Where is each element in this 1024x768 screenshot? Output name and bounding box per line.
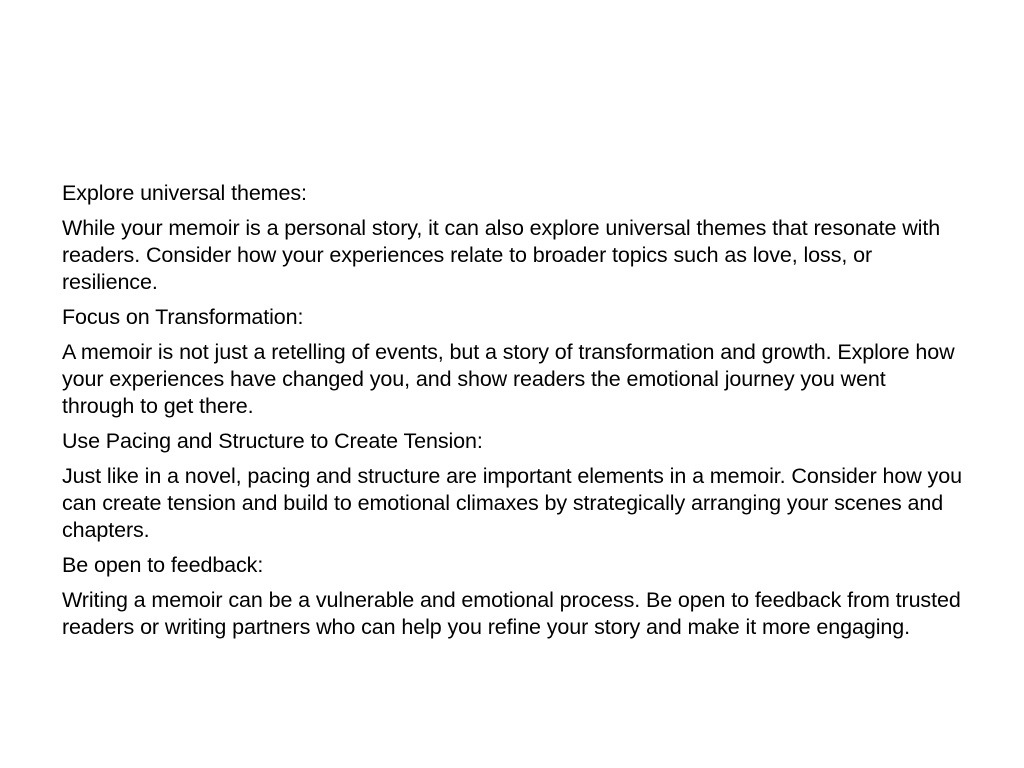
heading-transformation: Focus on Transformation:	[62, 305, 304, 329]
heading-explore-themes: Explore universal themes:	[62, 181, 307, 205]
paragraph-transformation: A memoir is not just a retelling of events, but a story of transformation and growth. Explore how your experiences have changed you, and show readers the emotional journey you went through to get there.	[62, 340, 955, 418]
slide-body	[62, 180, 962, 649]
heading-pacing-structure: Use Pacing and Structure to Create Tension:	[62, 429, 483, 453]
paragraph-pacing-structure: Just like in a novel, pacing and structure are important elements in a memoir. Consider how you can create tension and build to emotional climaxes by strategically arranging your scenes and chapters.	[62, 464, 962, 542]
paragraph-feedback: Writing a memoir can be a vulnerable and emotional process. Be open to feedback from trusted readers or writing partners who can help you refine your story and make it more engaging.	[62, 588, 961, 639]
heading-feedback: Be open to feedback:	[62, 553, 264, 577]
paragraph-explore-themes: While your memoir is a personal story, it can also explore universal themes that resonate with readers. Consider how your experiences relate to broader topics such as love, loss, or resilience.	[62, 216, 941, 294]
